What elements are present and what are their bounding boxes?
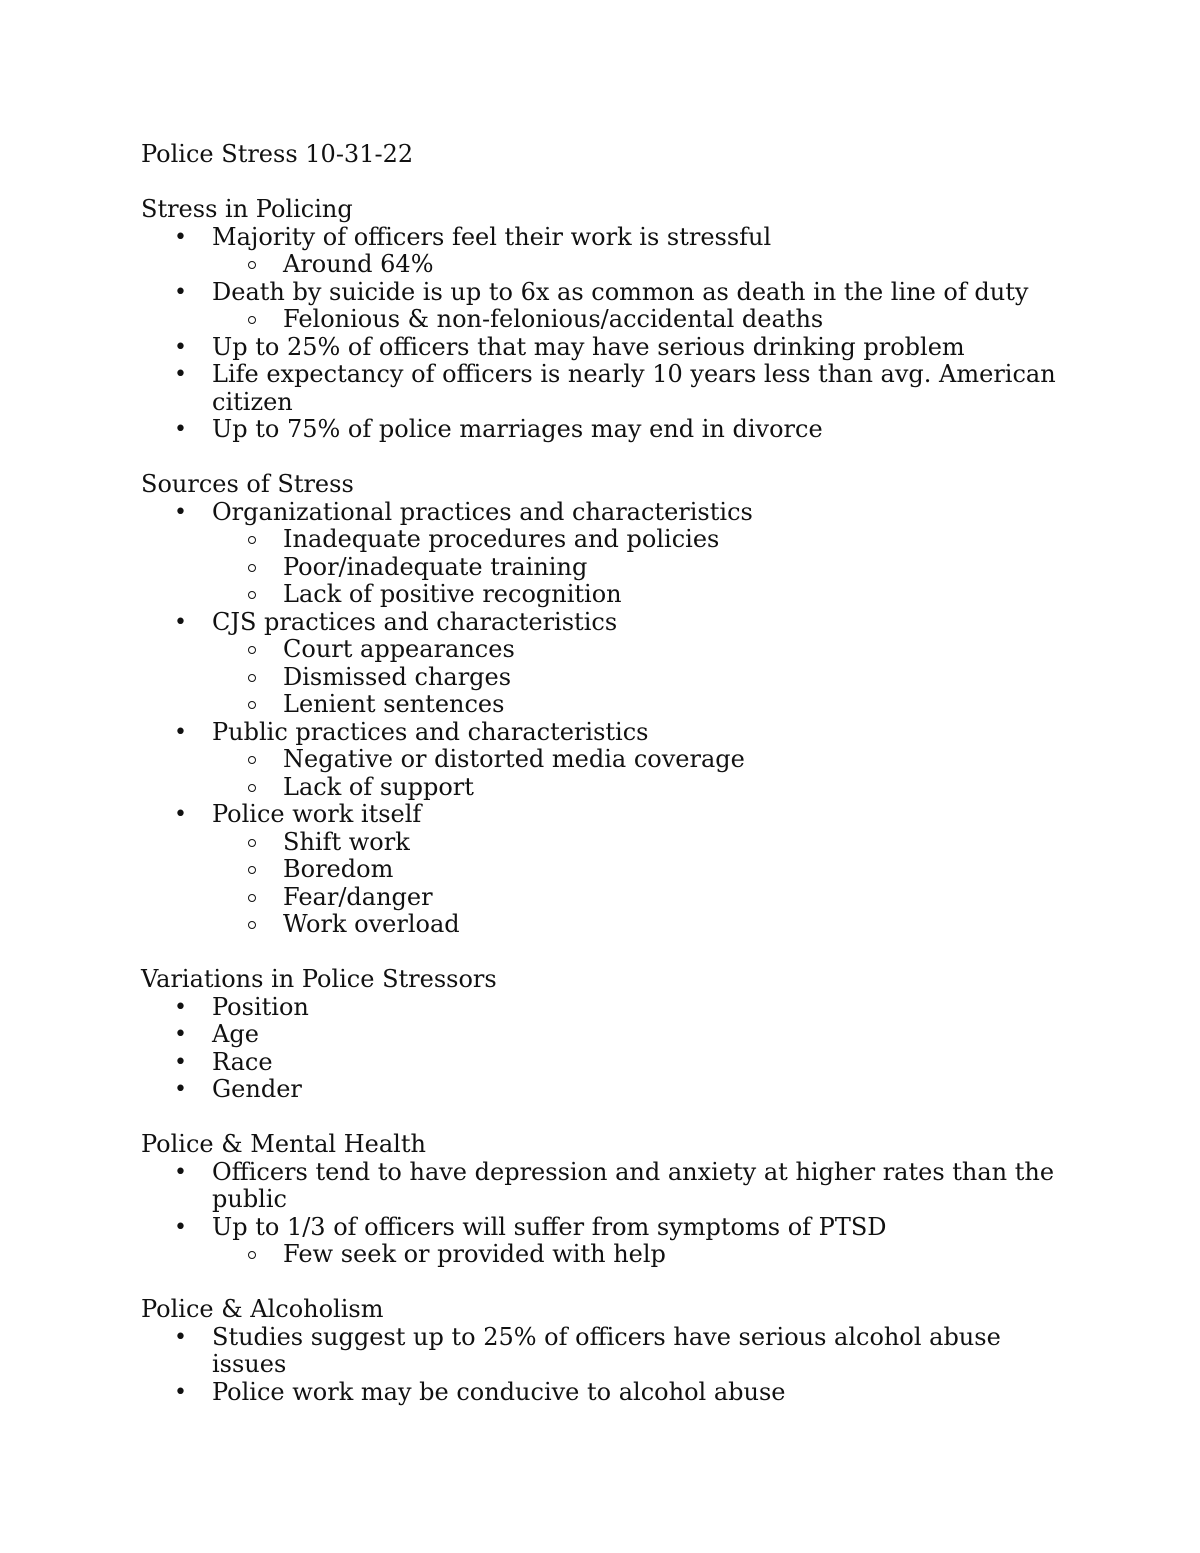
list-item-text: Public practices and characteristics	[212, 717, 649, 746]
list-item	[141, 416, 1071, 444]
sections-container	[141, 196, 1071, 1406]
document-title: Police Stress 10-31-22	[141, 140, 414, 168]
sub-bullet-list	[212, 251, 1071, 279]
list-item	[141, 1076, 1071, 1104]
list-item	[141, 361, 1071, 416]
list-item	[141, 801, 1071, 939]
list-item	[141, 224, 1071, 279]
sub-bullet-list	[212, 526, 1071, 609]
section	[141, 196, 1071, 444]
list-item-text: Organizational practices and characteristics	[212, 497, 753, 526]
list-item-text: Up to 1/3 of officers will suffer from symptoms of PTSD	[212, 1212, 887, 1241]
sub-list-item: Work overload	[141, 911, 1071, 939]
list-item	[141, 719, 1071, 802]
sub-list-item: Boredom	[141, 856, 1071, 884]
list-item-text: Gender	[212, 1075, 302, 1103]
sub-list-item: Shift work	[141, 829, 1071, 857]
sub-bullet-list	[212, 1241, 1071, 1269]
list-item-text: Studies suggest up to 25% of officers have serious alcohol abuse issues	[212, 1322, 1001, 1378]
bullet-list	[141, 1159, 1071, 1269]
sub-list-item: Poor/inadequate training	[141, 554, 1071, 582]
sub-list-item: Inadequate procedures and policies	[141, 526, 1071, 554]
sub-list-item: Around 64%	[141, 251, 1071, 279]
list-item-text: Position	[212, 992, 309, 1021]
list-item-text: Majority of officers feel their work is stressful	[212, 222, 772, 251]
bullet-list	[141, 499, 1071, 939]
list-item-text: Up to 75% of police marriages may end in divorce	[212, 415, 823, 443]
sub-list-item: Negative or distorted media coverage	[141, 746, 1071, 774]
sub-list-item: Lack of support	[141, 774, 1071, 802]
list-item-text: Death by suicide is up to 6x as common as death in the line of duty	[212, 277, 1029, 306]
document-page	[141, 141, 1071, 1434]
bullet-list	[141, 224, 1071, 444]
sub-list-item: Felonious & non-felonious/accidental deaths	[141, 306, 1071, 334]
section	[141, 966, 1071, 1104]
list-item	[141, 499, 1071, 609]
list-item	[141, 994, 1071, 1022]
sub-list-item: Lack of positive recognition	[141, 581, 1071, 609]
list-item-text: Police work itself	[212, 800, 422, 828]
section-heading: Sources of Stress	[141, 470, 354, 498]
list-item-text: CJS practices and characteristics	[212, 607, 618, 636]
list-item	[141, 609, 1071, 719]
list-item-text: Age	[212, 1020, 259, 1048]
sub-bullet-list	[212, 306, 1071, 334]
sub-list-item: Few seek or provided with help	[141, 1241, 1071, 1269]
list-item	[141, 1049, 1071, 1077]
bullet-list	[141, 1324, 1071, 1407]
section	[141, 1296, 1071, 1406]
sub-list-item: Dismissed charges	[141, 664, 1071, 692]
list-item-text: Police work may be conducive to alcohol abuse	[212, 1377, 786, 1406]
list-item-text: Race	[212, 1047, 273, 1076]
sub-list-item: Fear/danger	[141, 884, 1071, 912]
list-item	[141, 1324, 1071, 1379]
list-item	[141, 334, 1071, 362]
bullet-list	[141, 994, 1071, 1104]
section	[141, 1131, 1071, 1269]
list-item-text: Life expectancy of officers is nearly 10 years less than avg. American citizen	[212, 360, 1056, 416]
list-item-text: Up to 25% of officers that may have serious drinking problem	[212, 332, 965, 361]
list-item	[141, 1214, 1071, 1269]
list-item	[141, 1379, 1071, 1407]
section	[141, 471, 1071, 939]
list-item	[141, 279, 1071, 334]
section-heading: Police & Alcoholism	[141, 1295, 384, 1323]
section-heading: Stress in Policing	[141, 195, 353, 223]
sub-bullet-list	[212, 636, 1071, 719]
section-heading: Variations in Police Stressors	[141, 965, 497, 993]
sub-bullet-list	[212, 829, 1071, 939]
list-item	[141, 1159, 1071, 1214]
list-item-text: Officers tend to have depression and anxiety at higher rates than the public	[212, 1157, 1055, 1213]
list-item	[141, 1021, 1071, 1049]
section-heading: Police & Mental Health	[141, 1130, 426, 1158]
sub-list-item: Court appearances	[141, 636, 1071, 664]
sub-list-item: Lenient sentences	[141, 691, 1071, 719]
sub-bullet-list	[212, 746, 1071, 801]
